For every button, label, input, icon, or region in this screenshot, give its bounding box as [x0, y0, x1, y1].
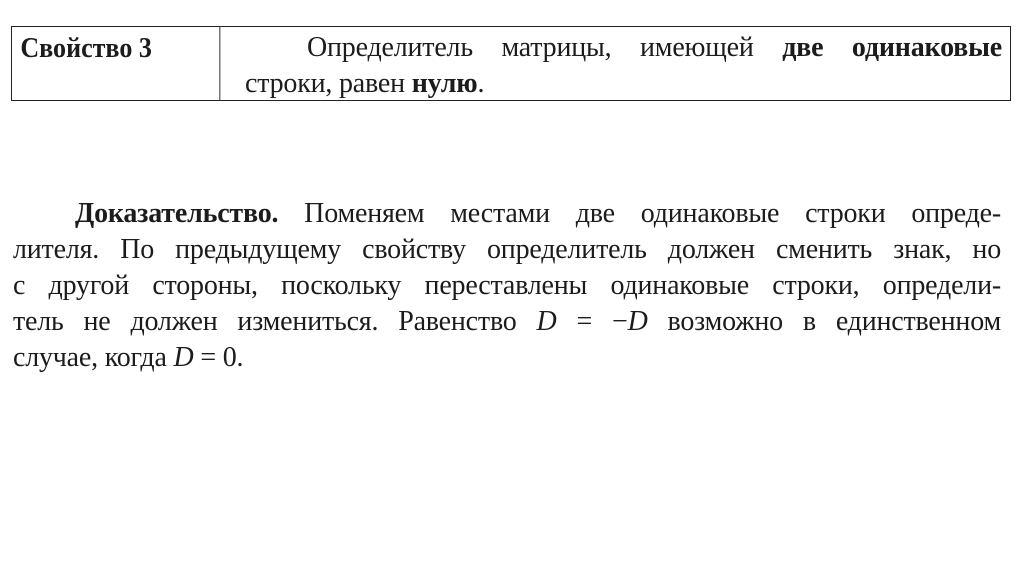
proof-line-5: [13, 340, 1001, 376]
property-text-part1: Определитель матрицы, имеющей: [307, 32, 783, 63]
eq1-rhs: D: [627, 306, 648, 337]
eq1-lhs: D: [536, 306, 557, 337]
proof-paragraph: [13, 196, 1001, 376]
equation-d-equals-minus-d: [537, 306, 648, 337]
property-box: [11, 26, 1011, 101]
proof-line4-part2: возможно в единственном: [647, 306, 1001, 337]
proof-line-2: лителя. По предыдущему свойству определитель должен сменить знак, но: [13, 234, 1001, 265]
proof-line4-part1: тель не должен измениться. Равенство: [13, 306, 537, 337]
property-text-part3: .: [477, 68, 485, 99]
proof-line-4: [13, 304, 1001, 340]
eq1-operator: = −: [556, 306, 628, 337]
property-text-part2: строки, равен: [245, 68, 412, 99]
proof-heading: Доказательство.: [75, 198, 279, 229]
property-text-bold1: две одинаковые: [782, 32, 1002, 63]
eq2-rest: = 0: [193, 342, 237, 373]
proof-line1-rest: Поменяем местами две одинаковые строки опреде-: [278, 198, 1001, 229]
proof-line5-part1: случае, когда: [13, 342, 174, 373]
eq2-lhs: D: [173, 342, 194, 373]
proof-line-1: [13, 196, 1001, 232]
equation-d-equals-zero: [173, 342, 236, 373]
proof-line5-end: .: [236, 342, 244, 373]
proof-line-3: с другой стороны, поскольку переставлены одинаковые строки, определи-: [13, 270, 1001, 301]
property-statement: [236, 27, 1010, 100]
property-title: Свойство 3: [12, 27, 220, 100]
property-text-bold2: нулю: [411, 68, 478, 99]
